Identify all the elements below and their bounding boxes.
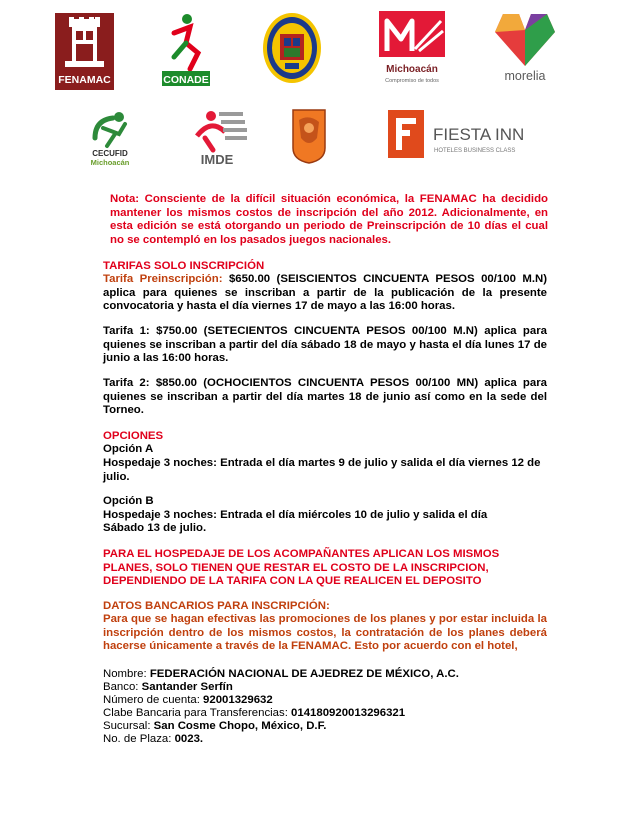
michoacan-logo [379, 11, 445, 86]
tarifa-preinscripcion [103, 273, 547, 314]
clabe-label: Clabe Bancaria para Transferencias: [103, 707, 292, 719]
tarifa-1: Tarifa 1: $750.00 (SETECIENTOS CINCUENTA PESOS 00/100 M.N) aplica para quienes se inscriban a partir del día sábado 18 de mayo y hasta el día lunes 17 de junio a las 16:00 horas. [103, 325, 547, 365]
clabe-value: 014180920013296321 [291, 707, 406, 719]
tarifa-2: Tarifa 2: $850.00 (OCHOCIENTOS CINCUENTA PESOS 00/100 MN) aplica para quienes se inscriban a partir del día martes 18 de junio así como en la sede del Torneo. [103, 377, 547, 417]
university-seal [262, 12, 322, 84]
acompanantes-paragraph: PARA EL HOSPEDAJE DE LOS ACOMPAÑANTES APLICAN LOS MISMOS PLANES, SOLO TIENEN QUE RESTAR EL COSTO DE LA INSCRIPCION, DEPENDIENDO DE LA TARIFA CON LA QUE REALICEN EL DEPOSITO [103, 548, 500, 588]
sucursal-label: Sucursal: [103, 720, 154, 732]
bank-clabe [103, 707, 547, 721]
svg-text:HOTELES BUSINESS CLASS: HOTELES BUSINESS CLASS [434, 148, 516, 154]
bank-nombre [103, 668, 547, 682]
svg-text:IMDE: IMDE [200, 152, 234, 167]
preinscripcion-label: Tarifa Preinscripción: [103, 273, 223, 285]
svg-text:morelia: morelia [504, 69, 546, 83]
imde-logo [191, 108, 251, 168]
nombre-label: Nombre: [103, 668, 150, 680]
banco-value: Santander Serfín [141, 681, 233, 693]
opcion-b-line-2: Sábado 13 de julio. [103, 522, 207, 534]
svg-text:Michoacán: Michoacán [90, 158, 130, 167]
bank-cuenta [103, 694, 547, 708]
bank-sucursal [103, 720, 547, 734]
svg-text:FIESTA INN: FIESTA INN [433, 125, 525, 144]
svg-text:Compromiso de todos: Compromiso de todos [385, 78, 439, 84]
opcion-b-line-1: Hospedaje 3 noches: Entrada el día miércoles 10 de julio y salida el día [103, 509, 488, 521]
opcion-b-title: Opción B [103, 495, 154, 507]
svg-text:Michoacán: Michoacán [386, 64, 438, 75]
opcion-a-text: Hospedaje 3 noches: Entrada el día martes 9 de julio y salida el día viernes 12 de julio. [103, 457, 541, 483]
banco-label: Banco: [103, 681, 142, 693]
bank-banco [103, 681, 547, 695]
plaza-label: No. de Plaza: [103, 733, 175, 745]
bank-plaza [103, 733, 547, 747]
cecufid-logo [85, 108, 135, 168]
fiesta-inn-logo [388, 110, 538, 160]
shield-logo [291, 108, 327, 164]
datos-bancarios-text: Para que se hagan efectivas las promociones de los planes y por estar incluida la inscripción dentro de los mismos costos, la contratación de los planes deberá hacerse únicamente a través de la FENAMAC. Esto por acuerdo con el hotel, [103, 613, 547, 653]
tarifas-heading: TARIFAS SOLO INSCRIPCIÓN [103, 260, 265, 272]
opcion-a-title: Opción A [103, 443, 154, 455]
opciones-heading: OPCIONES [103, 430, 164, 442]
plaza-value: 0023. [174, 733, 204, 745]
cuenta-label: Número de cuenta: [103, 694, 204, 706]
nombre-value: FEDERACIÓN NACIONAL DE AJEDREZ DE MÉXICO, A.C. [149, 668, 459, 680]
svg-text:CECUFID: CECUFID [92, 149, 128, 158]
conade-logo [160, 13, 212, 88]
nota-paragraph: Nota: Consciente de la difícil situación económica, la FENAMAC ha decidido mantener los mismos costos de inscripción del año 2012. Adicionalmente, en esta edición se está otorgando un periodo de Preinscripción de 10 días el cual no se contempló en los pasados juegos nacionales. [110, 193, 548, 246]
cuenta-value: 92001329632 [203, 694, 273, 706]
datos-bancarios-heading: DATOS BANCARIOS PARA INSCRIPCIÓN: [103, 600, 330, 612]
svg-text:CONADE: CONADE [163, 74, 209, 86]
fenamac-logo [55, 13, 114, 90]
morelia-logo [493, 12, 557, 86]
preinscripcion-text: $650.00 (SEISCIENTOS CINCUENTA PESOS 00/100 M.N) aplica para quienes se inscriban a partir de la publicación de la presente convocatoria y hasta el día viernes 17 de mayo a las 16:00 horas. [103, 273, 548, 313]
svg-text:FENAMAC: FENAMAC [58, 74, 111, 86]
sucursal-value: San Cosme Chopo, México, D.F. [153, 720, 327, 732]
